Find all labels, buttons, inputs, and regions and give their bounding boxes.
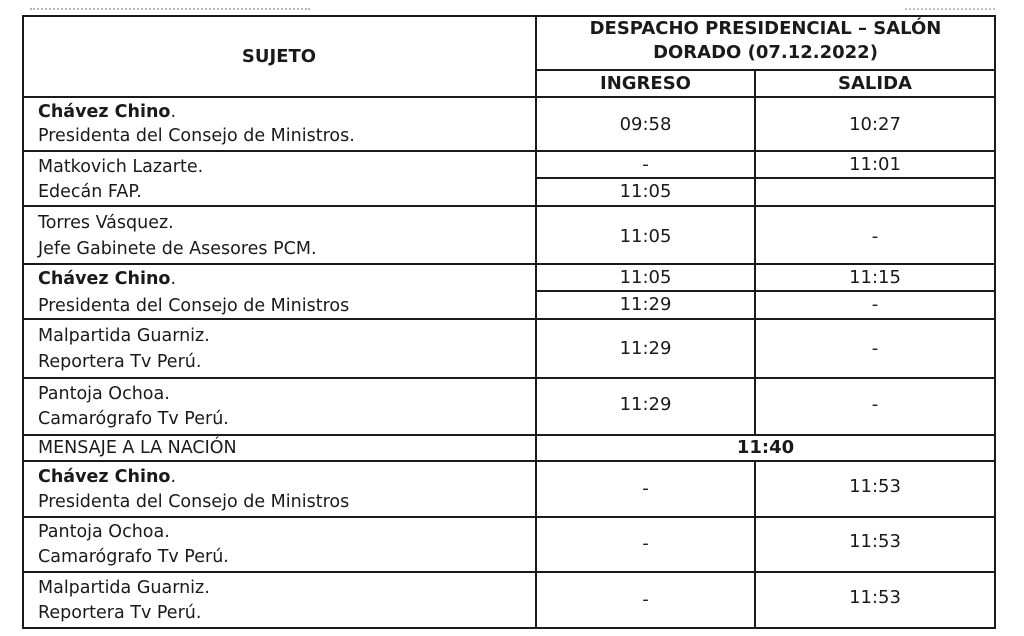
table-border-bottom <box>22 627 996 629</box>
time-salida: - <box>871 338 879 359</box>
header-divider <box>536 69 995 71</box>
row-separator <box>22 377 996 379</box>
table-border-right <box>994 15 996 628</box>
subject-role: Jefe Gabinete de Asesores PCM. <box>38 239 317 259</box>
time-salida: 11:53 <box>849 587 901 608</box>
subject-role: Camarógrafo Tv Perú. <box>38 547 229 567</box>
subject-name: Matkovich Lazarte. <box>38 157 204 177</box>
subject-name: Chávez Chino. <box>38 102 177 122</box>
subject-name: Malpartida Guarniz. <box>38 326 210 346</box>
row-separator <box>22 460 996 462</box>
time-salida: - <box>871 394 879 415</box>
subject-role: Reportera Tv Perú. <box>38 603 202 623</box>
time-salida: - <box>871 226 879 247</box>
scan-artifact <box>30 8 310 14</box>
time-salida: 10:27 <box>849 114 901 135</box>
time-ingreso: - <box>642 154 649 175</box>
header-salida: SALIDA <box>838 73 912 94</box>
header-ingreso: INGRESO <box>600 73 691 94</box>
time-ingreso: 11:05 <box>619 226 672 247</box>
header-bottom <box>22 96 996 98</box>
header-group-line1: DESPACHO PRESIDENCIAL – SALÓN <box>589 18 942 39</box>
header-group-line2: DORADO (07.12.2022) <box>653 42 878 63</box>
subject-role: Camarógrafo Tv Perú. <box>38 409 229 429</box>
time-salida: 11:53 <box>849 531 901 552</box>
row-separator <box>22 571 996 573</box>
table-border-top <box>22 15 996 17</box>
row-separator <box>536 177 995 179</box>
row-separator <box>22 150 996 152</box>
row-separator <box>22 434 996 436</box>
time-ingreso: 11:05 <box>619 181 672 202</box>
row-separator <box>22 516 996 518</box>
scan-artifact <box>905 8 995 13</box>
subject-name: Edecán FAP. <box>38 182 142 202</box>
time-merged: 11:40 <box>736 437 795 458</box>
time-ingreso: - <box>642 478 649 499</box>
subject-role: Reportera Tv Perú. <box>38 352 202 372</box>
time-salida: 11:01 <box>849 154 901 175</box>
time-ingreso: 11:29 <box>619 294 672 315</box>
time-ingreso: - <box>642 533 649 554</box>
time-salida: 11:15 <box>849 267 901 288</box>
subject-role: Presidenta del Consejo de Ministros. <box>38 126 355 146</box>
time-ingreso: 11:29 <box>619 394 672 415</box>
time-salida: - <box>871 294 879 315</box>
row-separator <box>22 263 996 265</box>
time-ingreso: 11:29 <box>619 338 672 359</box>
subject-name: Chávez Chino. <box>38 467 177 487</box>
subject-role: Presidenta del Consejo de Ministros <box>38 296 350 316</box>
subject-name: Pantoja Ochoa. <box>38 384 170 404</box>
subject-name: Pantoja Ochoa. <box>38 522 170 542</box>
row-separator <box>536 290 995 292</box>
subject-role: Presidenta del Consejo de Ministros <box>38 492 350 512</box>
row-separator <box>22 318 996 320</box>
time-ingreso: 11:05 <box>619 267 672 288</box>
time-ingreso: 09:58 <box>619 114 672 135</box>
subject-name: Chávez Chino. <box>38 269 177 289</box>
subject-name: MENSAJE A LA NACIÓN <box>38 438 237 458</box>
time-ingreso: - <box>642 589 649 610</box>
header-subject: SUJETO <box>241 46 317 67</box>
time-salida: 11:53 <box>849 476 901 497</box>
table-border-left <box>22 15 24 628</box>
subject-name: Torres Vásquez. <box>38 213 174 233</box>
row-separator <box>22 205 996 207</box>
subject-name: Malpartida Guarniz. <box>38 578 210 598</box>
